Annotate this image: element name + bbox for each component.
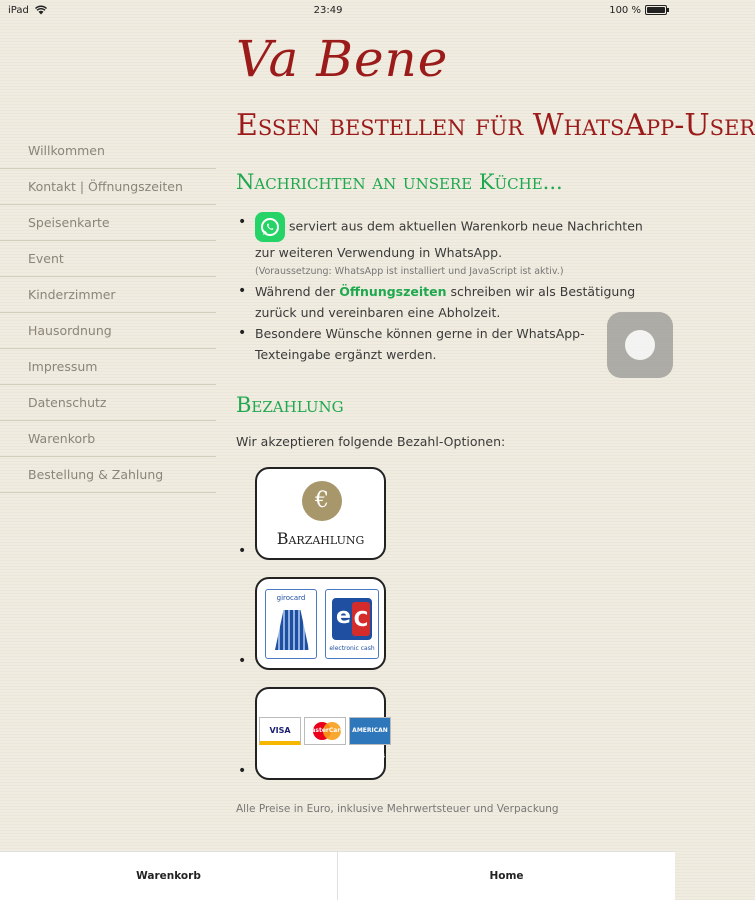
sidebar-item-datenschutz[interactable]: Datenschutz bbox=[0, 385, 216, 421]
amex-logo: AMERICAN EXPRESS bbox=[349, 717, 391, 745]
cash-payment-card bbox=[255, 467, 386, 560]
sidebar-item-event[interactable]: Event bbox=[0, 241, 216, 277]
girocard-logo bbox=[265, 589, 317, 659]
page-headline: Essen bestellen für WhatsApp-User bbox=[236, 108, 755, 143]
euro-coin-icon: • € bbox=[302, 481, 342, 521]
status-bar bbox=[0, 0, 675, 20]
tab-warenkorb[interactable]: Warenkorb bbox=[136, 870, 201, 882]
price-footnote: Alle Preise in Euro, inklusive Mehrwertsteuer und Verpackung bbox=[236, 803, 559, 815]
list-item bbox=[236, 323, 656, 365]
payment-intro: Wir akzeptieren folgende Bezahl-Optionen: bbox=[236, 434, 506, 449]
bullet-1-text: serviert aus dem aktuellen Warenkorb neue Nachrichten zur weiteren Verwendung in WhatsApp. bbox=[255, 218, 643, 260]
list-item bbox=[236, 577, 386, 687]
bullet-1-note: (Voraussetzung: WhatsApp ist installiert und JavaScript ist aktiv.) bbox=[255, 266, 564, 277]
sidebar-item-speisenkarte[interactable]: Speisenkarte bbox=[0, 205, 216, 241]
mastercard-logo bbox=[304, 717, 346, 745]
cash-payment-label: Barzahlung bbox=[276, 529, 365, 548]
wifi-icon bbox=[35, 6, 47, 15]
messages-title: Nachrichten an unsere Küche... bbox=[236, 170, 563, 194]
sidebar-item-impressum[interactable]: Impressum bbox=[0, 349, 216, 385]
list-item bbox=[236, 212, 656, 281]
girocard-label: • girocard bbox=[276, 594, 306, 602]
opening-hours-link[interactable]: Öffnungszeiten bbox=[339, 284, 447, 299]
sidebar-nav bbox=[0, 133, 216, 493]
whatsapp-icon[interactable] bbox=[255, 212, 285, 242]
sidebar-item-bestellung[interactable]: Bestellung & Zahlung bbox=[0, 457, 216, 493]
bullet-2-post: schreiben wir als Bestätigung zurück und vereinbaren eine Abholzeit. bbox=[255, 284, 636, 320]
list-item bbox=[236, 467, 386, 577]
sidebar-item-willkommen[interactable]: Willkommen bbox=[0, 133, 216, 169]
sidebar-item-hausordnung[interactable]: Hausordnung bbox=[0, 313, 216, 349]
sidebar-item-warenkorb[interactable]: Warenkorb bbox=[0, 421, 216, 457]
device-label: iPad bbox=[8, 4, 29, 16]
battery-percent: 100 % bbox=[609, 4, 641, 16]
payment-options bbox=[236, 467, 386, 797]
payment-title: Bezahlung bbox=[236, 393, 344, 417]
sidebar-item-kinderzimmer[interactable]: Kinderzimmer bbox=[0, 277, 216, 313]
ec-label: electronic cash bbox=[329, 645, 375, 652]
sidebar-item-kontakt[interactable]: Kontakt | Öffnungszeiten bbox=[0, 169, 216, 205]
ec-payment-card bbox=[255, 577, 386, 670]
ec-mark-icon: e C bbox=[332, 598, 372, 640]
tab-home[interactable]: Home bbox=[337, 852, 675, 900]
list-item bbox=[236, 687, 386, 797]
mastercard-label: MasterCard bbox=[305, 727, 345, 734]
ec-logo bbox=[325, 589, 379, 659]
bullet-3-text: Besondere Wünsche können gerne in der WhatsApp-Texteingabe ergänzt werden. bbox=[255, 326, 585, 362]
battery-icon bbox=[645, 5, 667, 15]
status-time: 23:49 bbox=[313, 4, 343, 16]
visa-logo: • VISA bbox=[259, 717, 301, 745]
status-right bbox=[609, 5, 667, 16]
assistive-touch-button[interactable] bbox=[607, 312, 673, 378]
bullet-2-pre: Während der bbox=[255, 284, 340, 299]
girocard-graphic bbox=[275, 610, 309, 650]
brand-logo[interactable]: Va Bene bbox=[236, 30, 449, 88]
credit-card-logos bbox=[259, 717, 391, 760]
messages-list bbox=[236, 212, 656, 365]
bottom-tab-bar bbox=[0, 851, 675, 900]
list-item bbox=[236, 281, 656, 323]
credit-card-payment-card bbox=[255, 687, 386, 780]
status-left bbox=[8, 5, 47, 16]
